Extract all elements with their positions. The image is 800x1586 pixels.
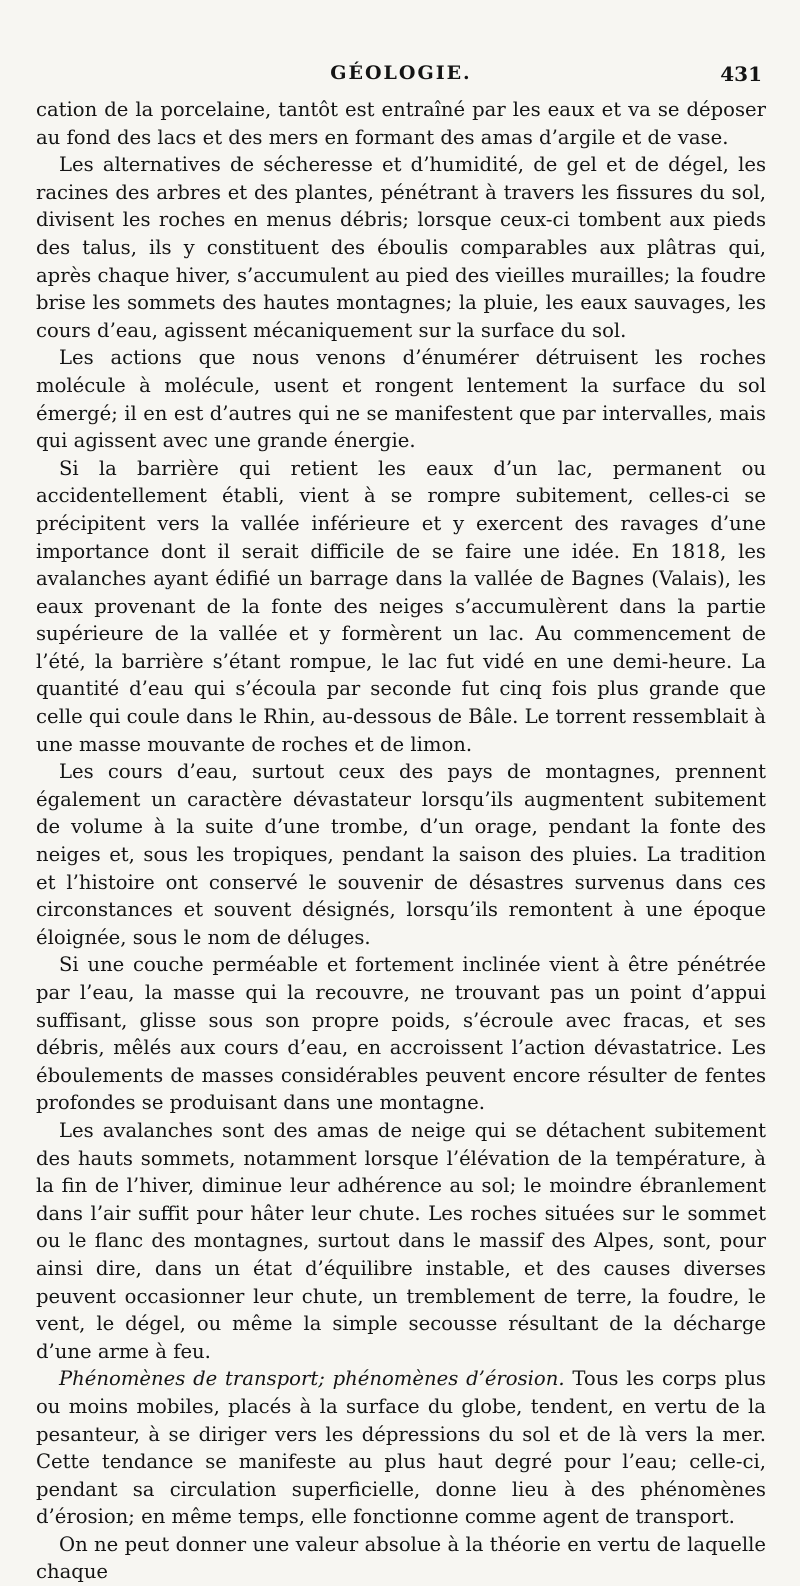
paragraph-transport-erosion [36, 1365, 766, 1531]
page-header [36, 58, 766, 88]
paragraph-weathering: Les alternatives de sécheresse et d’humidité, de gel et de dégel, les racines des arbres et des plantes, pénétrant à travers les fissures du sol, divisent les roches en menus débris; lorsque ceux-ci tombent aux pieds des talus, ils y constituent des éboulis comparables aux plâtras qui, après chaque hiver, s’accumulent au pied des vieilles murailles; la foudre brise les sommets des hautes montagnes; la pluie, les eaux sauvages, les cours d’eau, agissent mécaniquement sur la surface du sol. [36, 153, 766, 342]
paragraph-transport-text: Tous les corps plus ou moins mobiles, placés à la surface du globe, tendent, en vertu de la pesanteur, à se diriger vers les dépressions du sol et de là vers la mer. Cette tendance se manifeste au plus haut degré pour l’eau; celle-ci, pendant sa circulation superficielle, donne lieu à des phénomènes d’érosion; en même temps, elle fonctionne comme agent de transport. [36, 1367, 766, 1529]
running-title: GÉOLOGIE. [330, 62, 472, 84]
section-heading-italic: Phénomènes de transport; phénomènes d’érosion. [59, 1367, 565, 1391]
paragraph-theory: On ne peut donner une valeur absolue à la théorie en vertu de laquelle chaque [36, 1532, 766, 1584]
page-number: 431 [720, 62, 762, 86]
paragraph-slow-actions: Les actions que nous venons d’énumérer détruisent les roches molécule à molécule, usent et rongent lentement la surface du sol émergé; il en est d’autres qui ne se manifestent que par intervalles, mais qui agissent avec une grande énergie. [36, 346, 766, 453]
paragraph-lake-barrier: Si la barrière qui retient les eaux d’un lac, permanent ou accidentellement établi, vient à se rompre subitement, celles-ci se précipitent vers la vallée inférieure et y exercent des ravages d’une importance dont il serait difficile de se faire une idée. En 1818, les avalanches ayant édifié un barrage dans la vallée de Bagnes (Valais), les eaux provenant de la fonte des neiges s’accumulèrent dans la partie supérieure de la vallée et y formèrent un lac. Au commencement de l’été, la barrière s’étant rompue, le lac fut vidé en une demi-heure. La quantité d’eau qui s’écoula par seconde fut cinq fois plus grande que celle qui coule dans le Rhin, au-dessous de Bâle. Le torrent ressemblait à une masse mouvante de roches et de limon. [36, 456, 766, 756]
paragraph-continuation: cation de la porcelaine, tantôt est entraîné par les eaux et va se déposer au fond des lacs et des mers en formant des amas d’argile et de vase. [36, 98, 766, 149]
body-text [36, 96, 766, 1586]
paragraph-mountain-rivers: Les cours d’eau, surtout ceux des pays de montagnes, prennent également un caractère dévastateur lorsqu’ils augmentent subitement de volume à la suite d’une trombe, d’un orage, pendant la fonte des neiges et, sous les tropiques, pendant la saison des pluies. La tradition et l’histoire ont conservé le souvenir de désastres survenus dans ces circonstances et souvent désignés, lorsqu’ils remontent à une époque éloignée, sous le nom de déluges. [36, 760, 766, 949]
paragraph-landslides: Si une couche perméable et fortement inclinée vient à être pénétrée par l’eau, la masse qui la recouvre, ne trouvant pas un point d’appui suffisant, glisse sous son propre poids, s’écroule avec fracas, et ses débris, mêlés aux cours d’eau, en accroissent l’action dévastatrice. Les éboulements de masses considérables peuvent encore résulter de fentes profondes se produisant dans une montagne. [36, 953, 766, 1115]
paragraph-avalanches: Les avalanches sont des amas de neige qui se détachent subitement des hauts sommets, notamment lorsque l’élévation de la température, à la fin de l’hiver, diminue leur adhérence au sol; le moindre ébranlement dans l’air suffit pour hâter leur chute. Les roches situées sur le sommet ou le flanc des montagnes, surtout dans le massif des Alpes, sont, pour ainsi dire, dans un état d’équilibre instable, et des causes diverses peuvent occasionner leur chute, un tremblement de terre, la foudre, le vent, le dégel, ou même la simple secousse résultant de la décharge d’une arme à feu. [36, 1118, 766, 1363]
